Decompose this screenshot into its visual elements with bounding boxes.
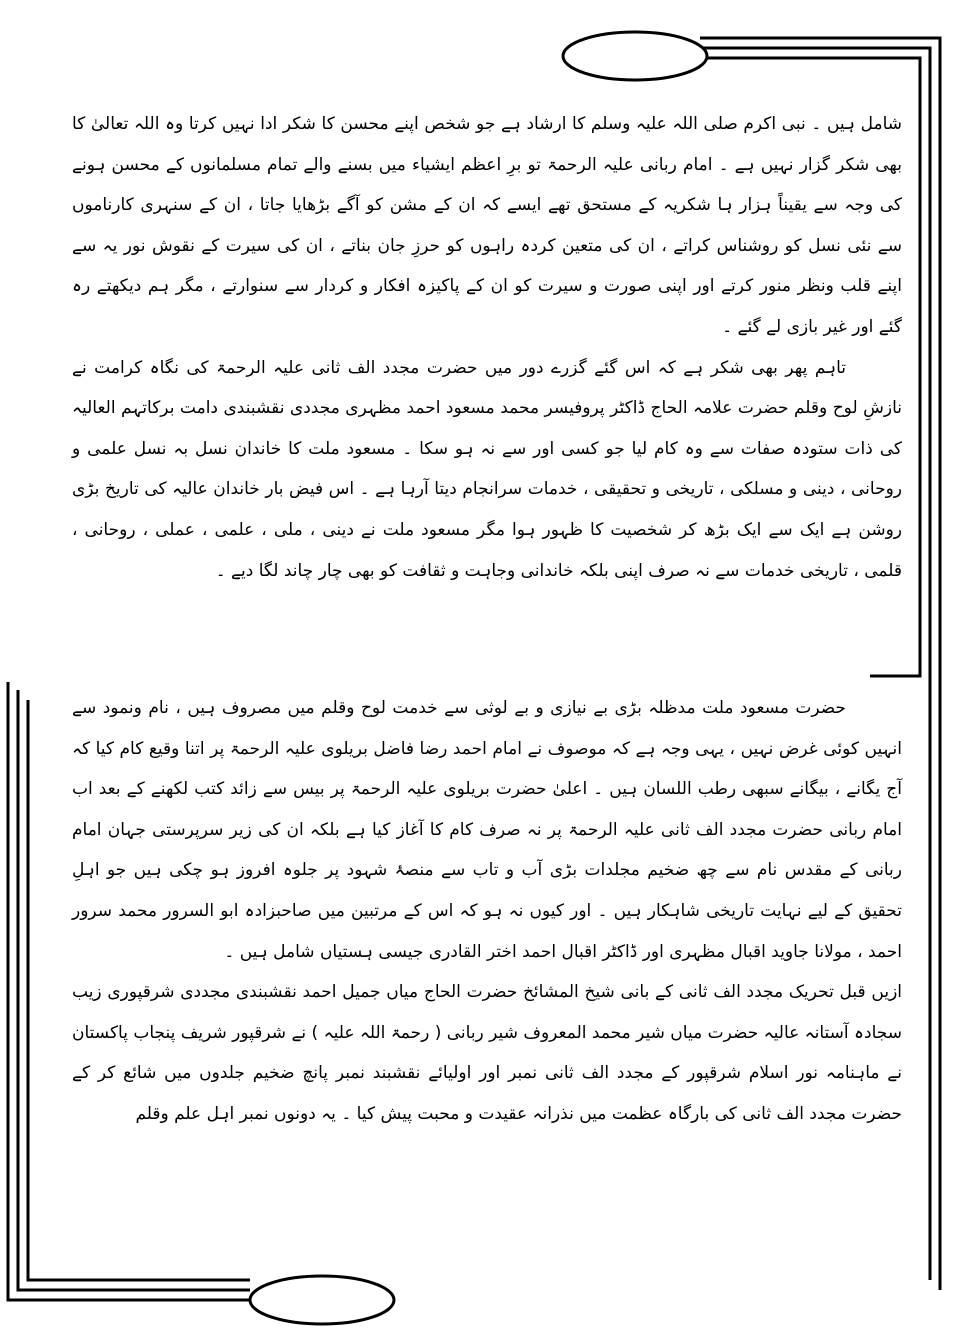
paragraph-1: شامل ہیں ۔ نبی اکرم صلی اللہ علیہ وسلم کا ارشاد ہے جو شخص اپنے محسن کا شکر ادا نہیں کرتا وہ اللہ تعالیٰ کا بھی شکر گزار نہیں ہے ۔ امام ربانی علیہ الرحمۃ تو برِ اعظم ایشیاء میں بسنے والے تمام مسلمانوں کے محسن ہونے کی وجہ سے یقیناً ہزار ہا شکریہ کے مستحق تھے ایسے کہ ان کے مشن کو آگے بڑھایا جاتا ، ان کے سنہری کارناموں سے نئی نسل کو روشناس کراتے ، ان کی متعین کردہ راہوں کو حرزِ جان بناتے ، ان کی سیرت کے نقوش نور یہ سے اپنے قلب ونظر منور کرتے اور اپنی صورت و سیرت کو ان کے پاکیزہ افکار و کردار سے سنوارتے ، مگر ہم دیکھتے رہ گئے اور غیر بازی لے گئے ۔ (72, 114, 902, 337)
paragraph-2: تاہم پھر بھی شکر ہے کہ اس گئے گزرے دور میں حضرت مجدد الف ثانی علیہ الرحمۃ کی نگاہ کرامت نے نازشِ لوح وقلم حضرت علامہ الحاج ڈاکٹر پروفیسر محمد مسعود احمد مظہری مجددی نقشبندی دامت برکاتہم العالیہ کی ذات ستودہ صفات سے وہ کام لیا جو کسی اور سے نہ ہو سکا ۔ مسعود ملت کا خاندان نسل بہ نسل علمی و روحانی ، دینی و مسلکی ، تاریخی و تحقیقی ، خدمات سرانجام دیتا آرہا ہے ۔ اس فیض بار خاندان عالیہ کی تاریخ بڑی روشن ہے ایک سے ایک بڑھ کر شخصیت کا ظہور ہوا مگر مسعود ملت نے دینی ، ملی ، علمی ، عملی ، روحانی ، قلمی ، تاریخی خدمات سے نہ صرف اپنی بلکہ خاندانی وجاہت و ثقافت کو بھی چار چاند لگا دیے ۔ (72, 357, 902, 581)
top-ornament-oval (563, 32, 707, 80)
bottom-ornament-oval (250, 1276, 394, 1324)
text-block-top (72, 104, 902, 591)
paragraph-3: حضرت مسعود ملت مدظلہ بڑی بے نیازی و بے لوثی سے خدمت لوح وقلم میں مصروف ہیں ، نام ونمود سے انہیں کوئی غرض نہیں ، یہی وجہ ہے کہ موصوف نے امام احمد رضا فاضل بریلوی علیہ الرحمۃ پر اتنا وقیع کام کیا کہ آج یگانے ، بیگانے سبھی رطب اللسان ہیں ۔ اعلیٰ حضرت بریلوی علیہ الرحمۃ پر بیس سے زائد کتب لکھنے کے بعد اب امام ربانی حضرت مجدد الف ثانی علیہ الرحمۃ پر نہ صرف کام کا آغاز کیا ہے بلکہ ان کی زیر سرپرستی جہان امام ربانی کے مقدس نام سے چھ ضخیم مجلدات بڑی آب و تاب سے منصۂ شہود پر جلوہ افروز ہو چکی ہیں جو اہلِ تحقیق کے لیے نہایت تاریخی شاہکار ہیں ۔ اور کیوں نہ ہو کہ اس کے مرتبین میں صاحبزادہ ابو السرور محمد سرور احمد ، مولانا جاوید اقبال مظہری اور ڈاکٹر اقبال احمد اختر القادری جیسی ہستیاں شامل ہیں ۔ (72, 698, 902, 962)
text-block-bottom (72, 688, 902, 1135)
paragraph-4: ازیں قبل تحریک مجدد الف ثانی کے بانی شیخ المشائخ حضرت الحاج میاں جمیل احمد نقشبندی مجددی شرقپوری زیب سجادہ آستانہ عالیہ حضرت میاں شیر محمد المعروف شیر ربانی ( رحمۃ اللہ علیہ ) نے شرقپور شریف پنجاب پاکستان نے ماہنامہ نور اسلام شرقپور کے مجدد الف ثانی نمبر اور اولیائے نقشبند نمبر پانچ ضخیم جلدوں میں شائع کر کے حضرت مجدد الف ثانی کی بارگاہ عظمت میں نذرانہ عقیدت و محبت پیش کیا ۔ یہ دونوں نمبر اہل علم وقلم (72, 982, 902, 1124)
